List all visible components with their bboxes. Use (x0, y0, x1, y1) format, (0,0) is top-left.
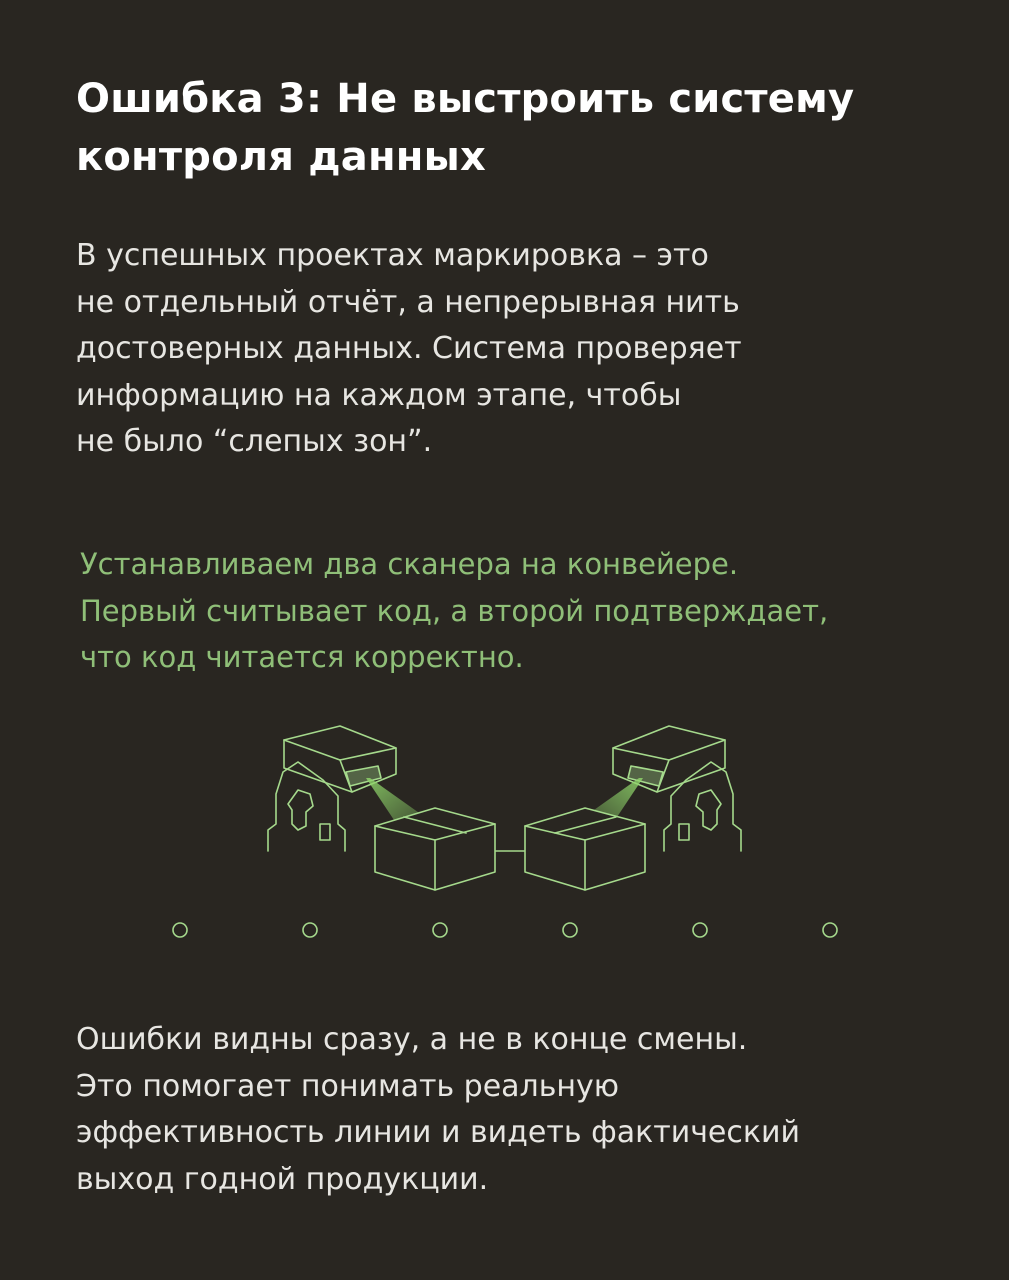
title-line-2: контроля данных (76, 134, 487, 180)
conclusion-line: эффективность линии и видеть фактический (76, 1115, 800, 1150)
roller-icon (173, 923, 187, 937)
intro-paragraph (76, 233, 742, 466)
roller-icon (303, 923, 317, 937)
conveyor-rollers (173, 923, 837, 937)
intro-line: не отдельный отчёт, а непрерывная нить (76, 284, 740, 320)
page-title (76, 70, 956, 186)
conveyor-scanners-illustration (0, 720, 1009, 980)
title-line-1: Ошибка 3: Не выстроить систему (76, 76, 855, 122)
box-right-icon (525, 808, 645, 890)
intro-line: не было “слепых зон”. (76, 424, 433, 459)
roller-icon (433, 923, 447, 937)
roller-icon (693, 923, 707, 937)
box-left-icon (375, 808, 495, 890)
highlight-line: Первый считывает код, а второй подтверждает, (80, 593, 829, 628)
intro-line: достоверных данных. Система проверяет (76, 331, 742, 366)
roller-icon (823, 923, 837, 937)
roller-icon (563, 923, 577, 937)
intro-line: информацию на каждом этапе, чтобы (76, 377, 682, 413)
highlight-paragraph (80, 541, 828, 681)
conclusion-paragraph (76, 1017, 800, 1203)
conclusion-line: Это помогает понимать реальную (76, 1068, 620, 1104)
intro-line: В успешных проектах маркировка – это (76, 238, 709, 273)
conclusion-line: Ошибки видны сразу, а не в конце смены. (76, 1022, 748, 1057)
highlight-line: Устанавливаем два сканера на конвейере. (80, 547, 739, 581)
conclusion-line: выход годной продукции. (76, 1161, 489, 1197)
highlight-line: что код читается корректно. (80, 640, 524, 674)
